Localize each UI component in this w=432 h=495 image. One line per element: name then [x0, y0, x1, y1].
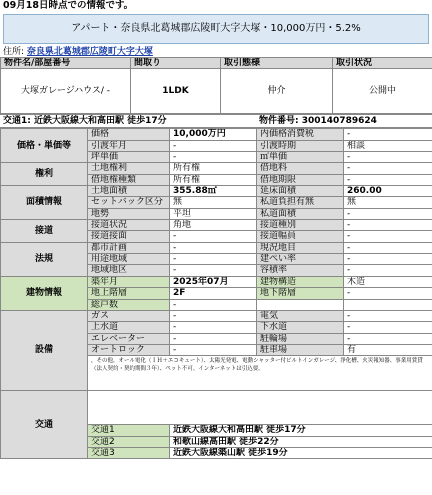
row-value: -	[344, 152, 432, 163]
transport-value: 近鉄大阪線大和高田駅 徒歩17分	[170, 425, 432, 436]
row-label: 引渡時期	[257, 140, 344, 151]
row-value: -	[170, 152, 257, 163]
row-label: 上水道	[88, 322, 170, 333]
row-value: 角地	[170, 220, 257, 231]
property-name: 大塚ガレージハウス/ -	[1, 69, 131, 114]
address-label: 住所:	[3, 47, 25, 57]
row-value: -	[344, 220, 432, 231]
row-value: -	[170, 140, 257, 151]
section-facilities: 設備	[1, 310, 88, 390]
row-label: 借地期限	[257, 174, 344, 185]
row-label	[257, 299, 344, 310]
row-label: 接道種別	[257, 220, 344, 231]
row-value: 2F	[170, 288, 257, 299]
row-label: 借地料	[257, 163, 344, 174]
address-link[interactable]: 奈良県北葛城郡広陵町大字大塚	[26, 47, 153, 57]
summary-header-row	[1, 58, 432, 69]
row-value: -	[344, 129, 432, 140]
row-value: 相談	[344, 140, 432, 151]
row-value: 260.00	[344, 186, 432, 197]
table-row	[1, 186, 432, 197]
row-label: 価格	[88, 129, 170, 140]
transport-label: 交通2	[88, 436, 170, 447]
row-label: 私道面積	[257, 208, 344, 219]
row-label: 電気	[257, 310, 344, 321]
row-label: 内価格消費税	[257, 129, 344, 140]
table-row	[1, 276, 432, 287]
row-value: -	[170, 322, 257, 333]
row-value: -	[344, 333, 432, 344]
row-value: -	[344, 242, 432, 253]
section-building: 建物情報	[1, 276, 88, 310]
row-label: ガス	[88, 310, 170, 321]
row-label: 都市計画	[88, 242, 170, 253]
section-transport: 交通	[1, 391, 88, 459]
row-value: -	[344, 288, 432, 299]
row-label: 地下階層	[257, 288, 344, 299]
summary-header: 取引態様	[221, 58, 333, 69]
row-value: -	[170, 344, 257, 355]
row-label: 地上階層	[88, 288, 170, 299]
listing-title: アパート・奈良県北葛城郡広陵町大字大塚・10,000万円・5.2%	[3, 14, 429, 44]
row-label: 用途地域	[88, 254, 170, 265]
row-label: 坪単価	[88, 152, 170, 163]
row-value: -	[344, 310, 432, 321]
summary-value-row	[1, 69, 432, 114]
row-value: -	[170, 242, 257, 253]
section-road: 接道	[1, 220, 88, 243]
row-value	[344, 299, 432, 310]
row-label: 建ぺい率	[257, 254, 344, 265]
row-label: 土地面積	[88, 186, 170, 197]
row-label: ㎡単価	[257, 152, 344, 163]
row-value: -	[344, 265, 432, 276]
table-row	[1, 242, 432, 253]
row-label: 下水道	[257, 322, 344, 333]
row-value: 所有権	[170, 163, 257, 174]
row-label: 引渡年月	[88, 140, 170, 151]
row-value: -	[170, 231, 257, 242]
row-value: 有	[344, 344, 432, 355]
layout-value: 1LDK	[131, 69, 221, 114]
row-label: 総戸数	[88, 299, 170, 310]
row-value: -	[170, 333, 257, 344]
row-label: 接道状況	[88, 220, 170, 231]
row-label: 建物構造	[257, 276, 344, 287]
section-law: 法規	[1, 242, 88, 276]
transport-value: 近鉄大阪線築山駅 徒歩19分	[170, 447, 432, 458]
transport-label: 交通1	[88, 425, 170, 436]
row-label: 接道幅員	[257, 231, 344, 242]
row-value: 355.88㎡	[170, 186, 257, 197]
row-value: -	[170, 265, 257, 276]
row-label: 接道接面	[88, 231, 170, 242]
table-row	[1, 220, 432, 231]
access-summary: 交通1: 近鉄大阪線大和高田駅 徒歩17分	[0, 115, 256, 128]
detail-table	[0, 128, 432, 459]
row-value: 無	[170, 197, 257, 208]
table-row	[1, 163, 432, 174]
row-value: -	[344, 208, 432, 219]
equipment-note: ，その他，オール電化（ＩＨ＋エコキュート）、太陽光発電、電動シャッター付ビルトインガレージ、浄化槽、火災報知器、事業用賃貸（法人契約・契約期間３年）、ペット不可。インターネットは引込要。	[88, 356, 432, 391]
access-bar	[0, 114, 432, 128]
row-label: 私道負担有無	[257, 197, 344, 208]
row-label: オートロック	[88, 344, 170, 355]
row-value: -	[344, 254, 432, 265]
row-value: -	[170, 299, 257, 310]
row-value: 2025年07月	[170, 276, 257, 287]
row-value: 所有権	[170, 174, 257, 185]
row-label: 延床面積	[257, 186, 344, 197]
row-label: 地域地区	[88, 265, 170, 276]
row-label: セットバック区分	[88, 197, 170, 208]
row-value: 無	[344, 197, 432, 208]
table-row	[1, 310, 432, 321]
row-value: -	[344, 163, 432, 174]
property-number: 物件番号: 300140789624	[256, 115, 432, 128]
summary-header: 物件名/部屋番号	[1, 58, 131, 69]
summary-header: 取引状況	[333, 58, 432, 69]
row-label: エレベーター	[88, 333, 170, 344]
section-price: 価格・単価等	[1, 129, 88, 163]
summary-header: 間取り	[131, 58, 221, 69]
row-label: 駐輪場	[257, 333, 344, 344]
table-row	[1, 129, 432, 140]
row-label: 土地権利	[88, 163, 170, 174]
transaction-type-value: 仲介	[221, 69, 333, 114]
row-label: 地勢	[88, 208, 170, 219]
row-value: 木造	[344, 276, 432, 287]
row-label: 現況地目	[257, 242, 344, 253]
row-value: 平坦	[170, 208, 257, 219]
blank-cell	[88, 391, 432, 425]
row-value: 10,000万円	[170, 129, 257, 140]
row-label: 容積率	[257, 265, 344, 276]
row-value: -	[344, 231, 432, 242]
row-value: -	[170, 254, 257, 265]
row-value: -	[344, 174, 432, 185]
row-value: -	[170, 310, 257, 321]
row-label: 築年月	[88, 276, 170, 287]
status-value: 公開中	[333, 69, 432, 114]
section-area: 面積情報	[1, 186, 88, 220]
date-line: 09月18日時点での情報です。	[3, 0, 134, 11]
summary-table	[0, 57, 432, 114]
row-label: 駐車場	[257, 344, 344, 355]
table-row	[1, 391, 432, 425]
transport-label: 交通3	[88, 447, 170, 458]
address-line	[0, 44, 432, 57]
transport-value: 和歌山線高田駅 徒歩22分	[170, 436, 432, 447]
section-rights: 権利	[1, 163, 88, 186]
row-value: -	[344, 322, 432, 333]
row-label: 借地権種類	[88, 174, 170, 185]
